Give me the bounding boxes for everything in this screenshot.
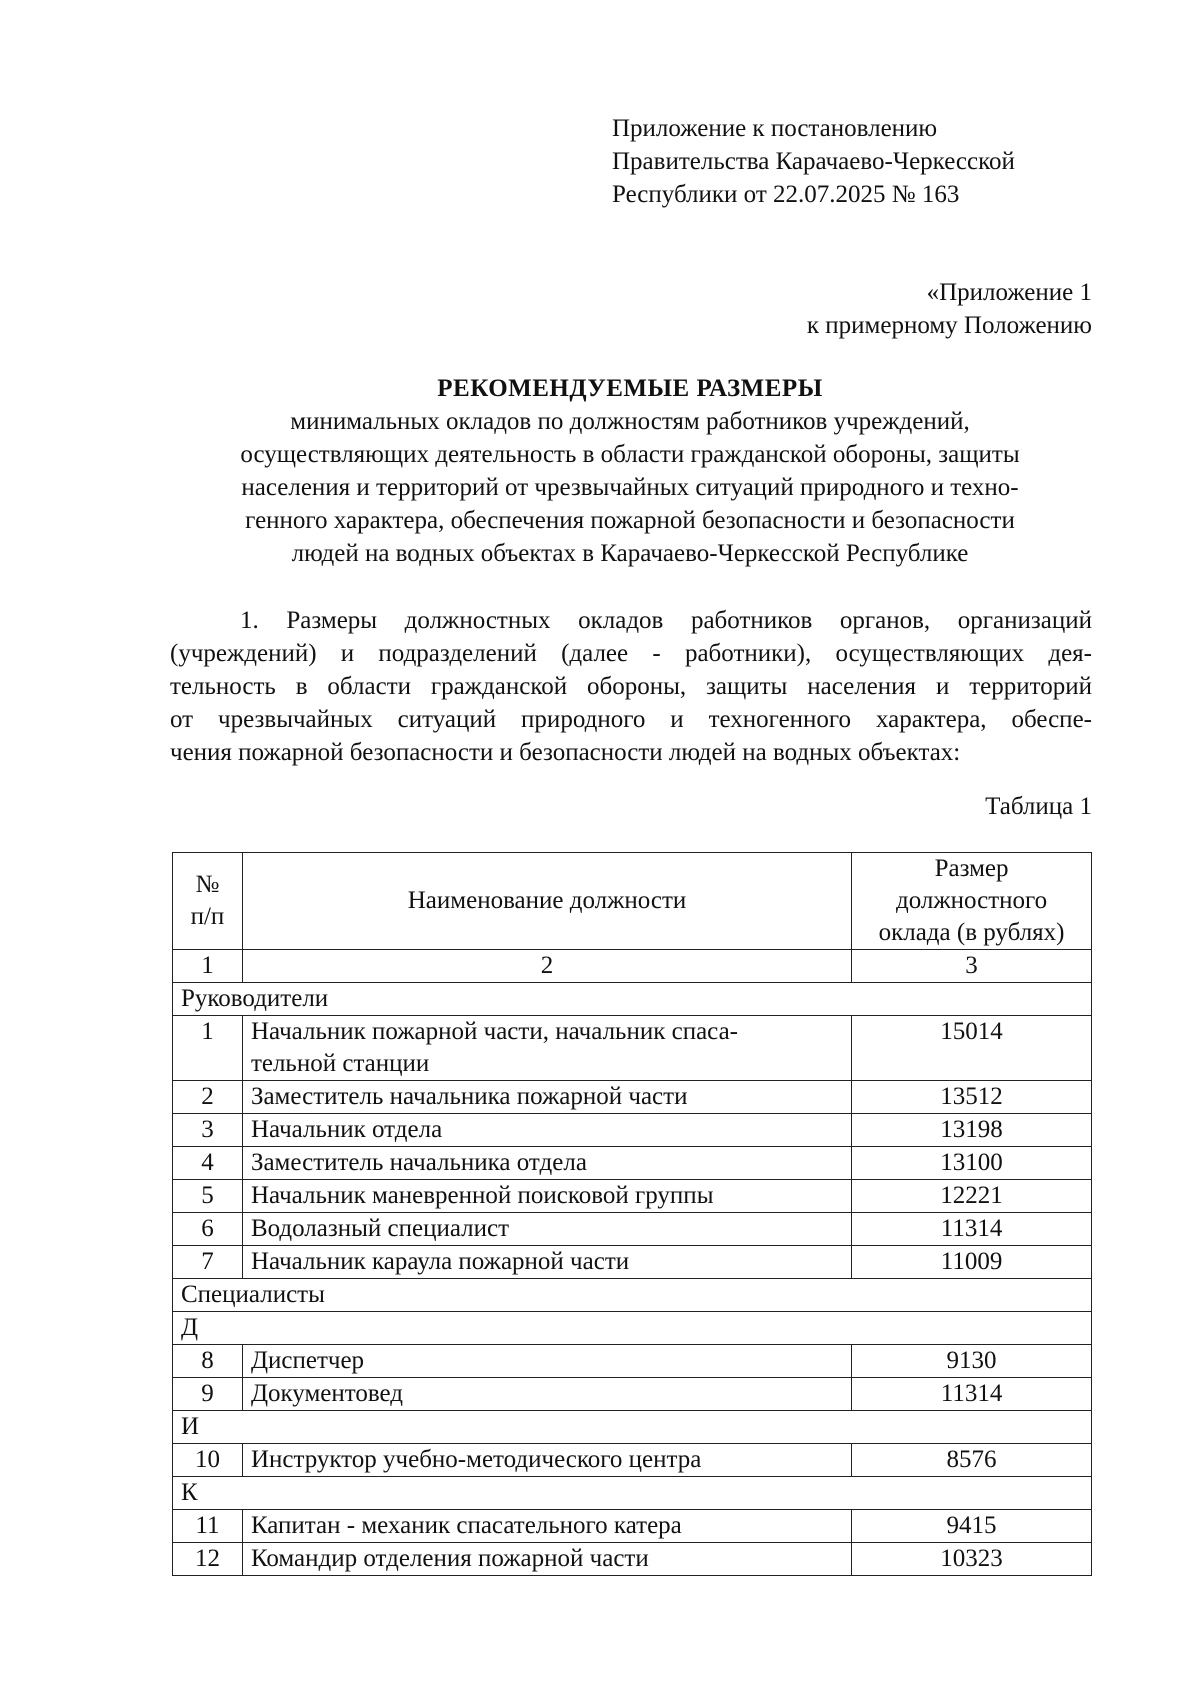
header-salary: [852, 853, 1092, 950]
subtitle-line: генного характера, обеспечения пожарной безопасности и безопасности: [245, 507, 1015, 534]
salary-value: 11314: [852, 1378, 1092, 1411]
header-line: Правительства Карачаево-Черкесской: [612, 148, 1015, 175]
salary-value: 9415: [852, 1510, 1092, 1543]
position-title: Начальник караула пожарной части: [242, 1246, 851, 1279]
table-row: [173, 1081, 1092, 1114]
header-salary-line: должностного: [895, 887, 1048, 914]
header-number-symbol: №: [195, 871, 220, 898]
position-title: [242, 1016, 851, 1081]
table-row: [173, 1246, 1092, 1279]
salary-value: 10323: [852, 1543, 1092, 1576]
table-row: [173, 1510, 1092, 1543]
row-number: 7: [173, 1246, 243, 1279]
subtitle-line: минимальных окладов по должностям работников учреждений,: [290, 408, 970, 435]
header-line: Приложение к постановлению: [612, 115, 938, 142]
column-index: 1: [173, 950, 243, 983]
table-row: [173, 1444, 1092, 1477]
position-title: Командир отделения пожарной части: [242, 1543, 851, 1576]
document-title: РЕКОМЕНДУЕМЫЕ РАЗМЕРЫ: [437, 375, 823, 402]
salary-value: 13198: [852, 1114, 1092, 1147]
section-specialists: Специалисты: [173, 1279, 1092, 1312]
salary-table: [172, 852, 1092, 1576]
position-title: Капитан - механик спасательного катера: [242, 1510, 851, 1543]
subtitle-line: населения и территорий от чрезвычайных ситуаций природного и техно-: [241, 474, 1019, 501]
column-index: 3: [852, 950, 1092, 983]
table-header-row: [173, 853, 1092, 950]
appendix-line: к примерному Положению: [806, 312, 1092, 339]
salary-value: 11314: [852, 1213, 1092, 1246]
paragraph-line: тельность в области гражданской обороны, защиты населения и территорий: [170, 673, 1092, 700]
row-number: 4: [173, 1147, 243, 1180]
table-row: [173, 1345, 1092, 1378]
appendix-reference: [807, 276, 1092, 342]
appendix-line: «Приложение 1: [926, 279, 1092, 306]
position-title: Начальник маневренной поисковой группы: [242, 1180, 851, 1213]
salary-value: 9130: [852, 1345, 1092, 1378]
table-row: [173, 1180, 1092, 1213]
letter-group-k: К: [173, 1477, 1092, 1510]
section-row: [173, 1279, 1092, 1312]
row-number: 8: [173, 1345, 243, 1378]
row-number: 5: [173, 1180, 243, 1213]
letter-row: [173, 1411, 1092, 1444]
position-title: Начальник отдела: [242, 1114, 851, 1147]
position-title: Заместитель начальника отдела: [242, 1147, 851, 1180]
header-salary-line: оклада (в рублях): [878, 919, 1065, 946]
letter-group-i: И: [173, 1411, 1092, 1444]
table-row: [173, 1114, 1092, 1147]
salary-value: 11009: [852, 1246, 1092, 1279]
salary-value: 12221: [852, 1180, 1092, 1213]
paragraph-line: от чрезвычайных ситуаций природного и техногенного характера, обеспе-: [170, 706, 1092, 733]
table-row: [173, 1213, 1092, 1246]
row-number: 3: [173, 1114, 243, 1147]
letter-group-d: Д: [173, 1312, 1092, 1345]
salary-value: 13100: [852, 1147, 1092, 1180]
paragraph-line: (учреждений) и подразделений (далее - работники), осуществляющих дея-: [170, 640, 1092, 667]
paragraph-line: 1. Размеры должностных окладов работников органов, организаций: [240, 607, 1092, 634]
table-row: [173, 1016, 1092, 1081]
position-title: Документовед: [242, 1378, 851, 1411]
position-title-line: Начальник пожарной части, начальник спаса-: [250, 1018, 738, 1045]
header-salary-line: Размер: [934, 855, 1009, 882]
letter-row: [173, 1312, 1092, 1345]
row-number: 10: [173, 1444, 243, 1477]
table-caption: Таблица 1: [985, 793, 1092, 820]
position-title: Диспетчер: [242, 1345, 851, 1378]
salary-value: 13512: [852, 1081, 1092, 1114]
position-title-line: тельной станции: [250, 1050, 430, 1077]
header-position: Наименование должности: [242, 853, 851, 950]
row-number: 11: [173, 1510, 243, 1543]
subtitle-line: осуществляющих деятельность в области гражданской обороны, защиты: [240, 441, 1020, 468]
resolution-header: [612, 112, 1015, 211]
row-number: 12: [173, 1543, 243, 1576]
row-number: 1: [173, 1016, 243, 1081]
letter-row: [173, 1477, 1092, 1510]
header-number: [173, 853, 243, 950]
section-row: [173, 983, 1092, 1016]
header-line: Республики от 22.07.2025 № 163: [612, 181, 960, 208]
position-title: Инструктор учебно-методического центра: [242, 1444, 851, 1477]
table-row: [173, 1147, 1092, 1180]
salary-value: 8576: [852, 1444, 1092, 1477]
table-row: [173, 1543, 1092, 1576]
paragraph-line: чения пожарной безопасности и безопасности людей на водных объектах:: [170, 739, 961, 766]
position-title: Заместитель начальника пожарной части: [242, 1081, 851, 1114]
section-managers: Руководители: [173, 983, 1092, 1016]
column-index: 2: [242, 950, 851, 983]
header-number-label: п/п: [190, 903, 225, 930]
row-number: 6: [173, 1213, 243, 1246]
paragraph-1: [170, 604, 1092, 769]
table-row: [173, 1378, 1092, 1411]
subtitle-line: людей на водных объектах в Карачаево-Черкесской Республике: [291, 540, 969, 567]
row-number: 2: [173, 1081, 243, 1114]
salary-value: 15014: [852, 1016, 1092, 1081]
column-index-row: [173, 950, 1092, 983]
row-number: 9: [173, 1378, 243, 1411]
position-title: Водолазный специалист: [242, 1213, 851, 1246]
document-subtitle: [170, 405, 1090, 570]
